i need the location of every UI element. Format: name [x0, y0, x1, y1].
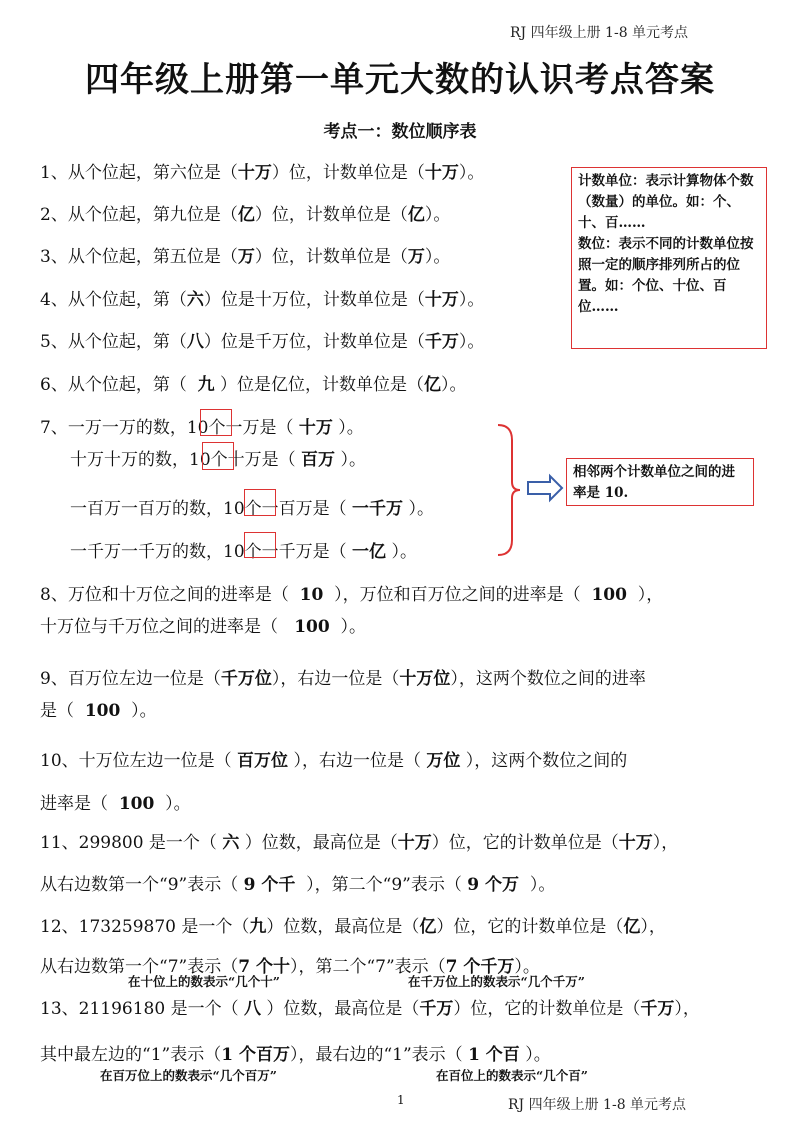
question-7-line-3: 一百万一百万的数，10个一百万是（ 一千万 ）。	[70, 499, 434, 519]
question-8-line-1: 8、万位和十万位之间的进率是（ 10 ），万位和百万位之间的进率是（ 100 ），	[40, 585, 664, 605]
page-footer: RJ 四年级上册 1-8 单元考点	[508, 1097, 687, 1113]
question-5: 5、从个位起，第（八）位是千万位，计数单位是（千万）。	[40, 332, 485, 352]
page-title: 四年级上册第一单元大数的认识考点答案	[85, 60, 715, 100]
highlight-box	[200, 409, 232, 436]
question-2: 2、从个位起，第九位是（亿）位，计数单位是（亿）。	[40, 205, 451, 225]
definition-note	[571, 167, 767, 349]
arrow-right-icon	[528, 476, 562, 500]
question-8-line-2: 十万位与千万位之间的进率是（ 100 ）。	[40, 617, 367, 637]
annotation-tens: 在十位上的数表示“几个十”	[128, 974, 280, 989]
page-number: 1	[397, 1093, 405, 1107]
rate-note: 相邻两个计数单位之间的进率是 10.	[566, 458, 754, 506]
question-12-line-1: 12、173259870 是一个（九）位数，最高位是（亿）位，它的计数单位是（亿），	[40, 917, 666, 937]
question-12-line-2: 从右边数第一个“7”表示（7 个十），第二个“7”表示（7 个千万）。	[40, 957, 540, 977]
question-7-line-4: 一千万一千万的数，10个一千万是（ 一亿 ）。	[70, 542, 417, 562]
question-9-line-2: 是（ 100 ）。	[40, 701, 157, 721]
question-7-line-1: 7、一万一万的数，10个一万是（ 十万 ）。	[40, 418, 364, 438]
brace-icon	[498, 425, 520, 555]
highlight-box	[244, 532, 276, 558]
question-13-line-2: 其中最左边的“1”表示（1 个百万），最右边的“1”表示（ 1 个百 ）。	[40, 1045, 551, 1065]
page-header: RJ 四年级上册 1-8 单元考点	[510, 25, 689, 41]
annotation-hundreds: 在百位上的数表示“几个百”	[436, 1068, 588, 1083]
question-13-line-1: 13、21196180 是一个（ 八 ）位数，最高位是（千万）位，它的计数单位是（千万），	[40, 999, 700, 1019]
annotation-millions: 在百万位上的数表示“几个百万”	[100, 1068, 277, 1083]
question-11-line-2: 从右边数第一个“9”表示（ 9 个千 ），第二个“9”表示（ 9 个万 ）。	[40, 875, 556, 895]
highlight-box	[244, 489, 276, 516]
question-11-line-1: 11、299800 是一个（ 六 ）位数，最高位是（十万）位，它的计数单位是（十万），	[40, 833, 679, 853]
highlight-box	[202, 442, 234, 470]
question-6: 6、从个位起，第（ 九 ）位是亿位，计数单位是（亿）。	[40, 375, 467, 395]
question-10-line-2: 进率是（ 100 ）。	[40, 794, 191, 814]
note-place: 数位：表示不同的计数单位按照一定的顺序排列所占的位置。如：个位、十位、百位……	[578, 236, 754, 315]
question-9-line-1: 9、百万位左边一位是（千万位），右边一位是（十万位），这两个数位之间的进率	[40, 669, 646, 689]
question-1: 1、从个位起，第六位是（十万）位，计数单位是（十万）。	[40, 163, 485, 183]
question-3: 3、从个位起，第五位是（万）位，计数单位是（万）。	[40, 247, 451, 267]
annotation-ten-millions: 在千万位上的数表示“几个千万”	[408, 974, 585, 989]
brace-arrow-graphic	[488, 420, 568, 560]
question-10-line-1: 10、十万位左边一位是（ 百万位 ），右边一位是（ 万位 ），这两个数位之间的	[40, 751, 628, 771]
question-4: 4、从个位起，第（六）位是十万位，计数单位是（十万）。	[40, 290, 485, 310]
note-unit: 计数单位：表示计算物体个数（数量）的单位。如：个、十、百……	[578, 173, 754, 231]
section-subtitle: 考点一：数位顺序表	[323, 122, 477, 142]
question-7-line-2: 十万十万的数，10个十万是（ 百万 ）。	[70, 450, 366, 470]
